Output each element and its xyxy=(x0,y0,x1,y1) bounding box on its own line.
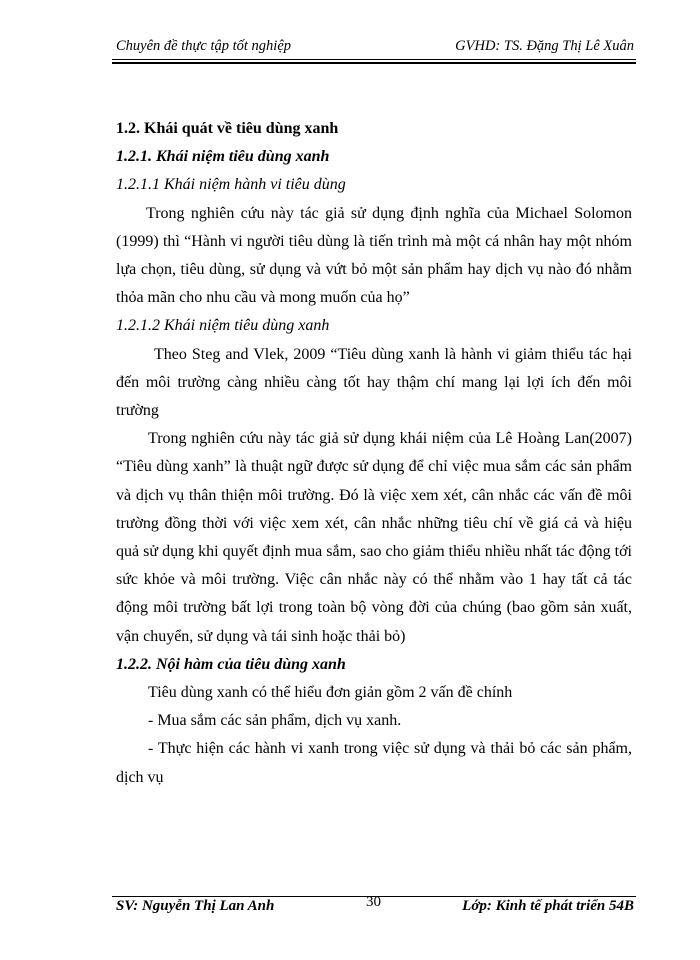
header-advisor: GVHD: TS. Đặng Thị Lê Xuân xyxy=(455,38,634,54)
page-number: 30 xyxy=(366,894,381,910)
page-body xyxy=(116,115,632,792)
heading-1-2-1: 1.2.1. Khái niệm tiêu dùng xanh xyxy=(116,148,330,166)
bullet-buy-green: - Mua sắm các sản phẩm, dịch vụ xanh. xyxy=(148,712,402,730)
paragraph-consumer-behavior: Trong nghiên cứu này tác giả sử dụng định nghĩa của Michael Solomon (1999) thì “Hành vi người tiêu dùng là tiến trình mà một cá nhân hay một nhóm lựa chọn, tiêu dùng, sử dụng và vứt bỏ một sản phẩm hay dịch vụ nào đó nhằm thỏa mãn cho nhu cầu và mong muốn của họ” xyxy=(116,204,632,307)
footer-class: Lớp: Kinh tế phát triển 54B xyxy=(462,898,634,914)
paragraph-green-consumption-intro: Tiêu dùng xanh có thể hiểu đơn giản gồm 2 vấn đề chính xyxy=(148,684,513,702)
header-title: Chuyên đề thực tập tốt nghiệp xyxy=(116,38,292,54)
paragraph-steg-vlek: Theo Steg and Vlek, 2009 “Tiêu dùng xanh là hành vi giảm thiểu tác hại đến môi trường càng nhiều càng tốt hay thậm chí mang lại lợi ích đến môi trường xyxy=(116,345,632,420)
heading-1-2-1-2: 1.2.1.2 Khái niệm tiêu dùng xanh xyxy=(116,317,330,335)
paragraph-le-hoang-lan: Trong nghiên cứu này tác giả sử dụng khái niệm của Lê Hoàng Lan(2007) “Tiêu dùng xanh” là thuật ngữ được sử dụng để chỉ việc mua sắm các sản phẩm và dịch vụ thân thiện môi trường. Đó là việc xem xét, cân nhắc các vấn đề môi trường đồng thời với việc xem xét, cân nhắc những tiêu chí về giá cả và hiệu quả sử dụng khi quyết định mua sắm, sao cho giảm thiểu nhiều nhất tác động tới sức khỏe và môi trường. Việc cân nhắc này có thể nhằm vào 1 hay tất cả tác động môi trường bất lợi trong toàn bộ vòng đời của chúng (bao gồm sản xuất, vận chuyển, sử dụng và tái sinh hoặc thải bỏ) xyxy=(116,430,632,645)
header-rule xyxy=(112,59,636,64)
footer-student: SV: Nguyễn Thị Lan Anh xyxy=(116,898,275,914)
heading-1-2: 1.2. Khái quát về tiêu dùng xanh xyxy=(116,120,339,137)
heading-1-2-1-1: 1.2.1.1 Khái niệm hành vi tiêu dùng xyxy=(116,176,346,194)
bullet-green-behavior: - Thực hiện các hành vi xanh trong việc sử dụng và thải bỏ các sản phẩm, dịch vụ xyxy=(116,740,632,786)
heading-1-2-2: 1.2.2. Nội hàm của tiêu dùng xanh xyxy=(116,655,346,673)
